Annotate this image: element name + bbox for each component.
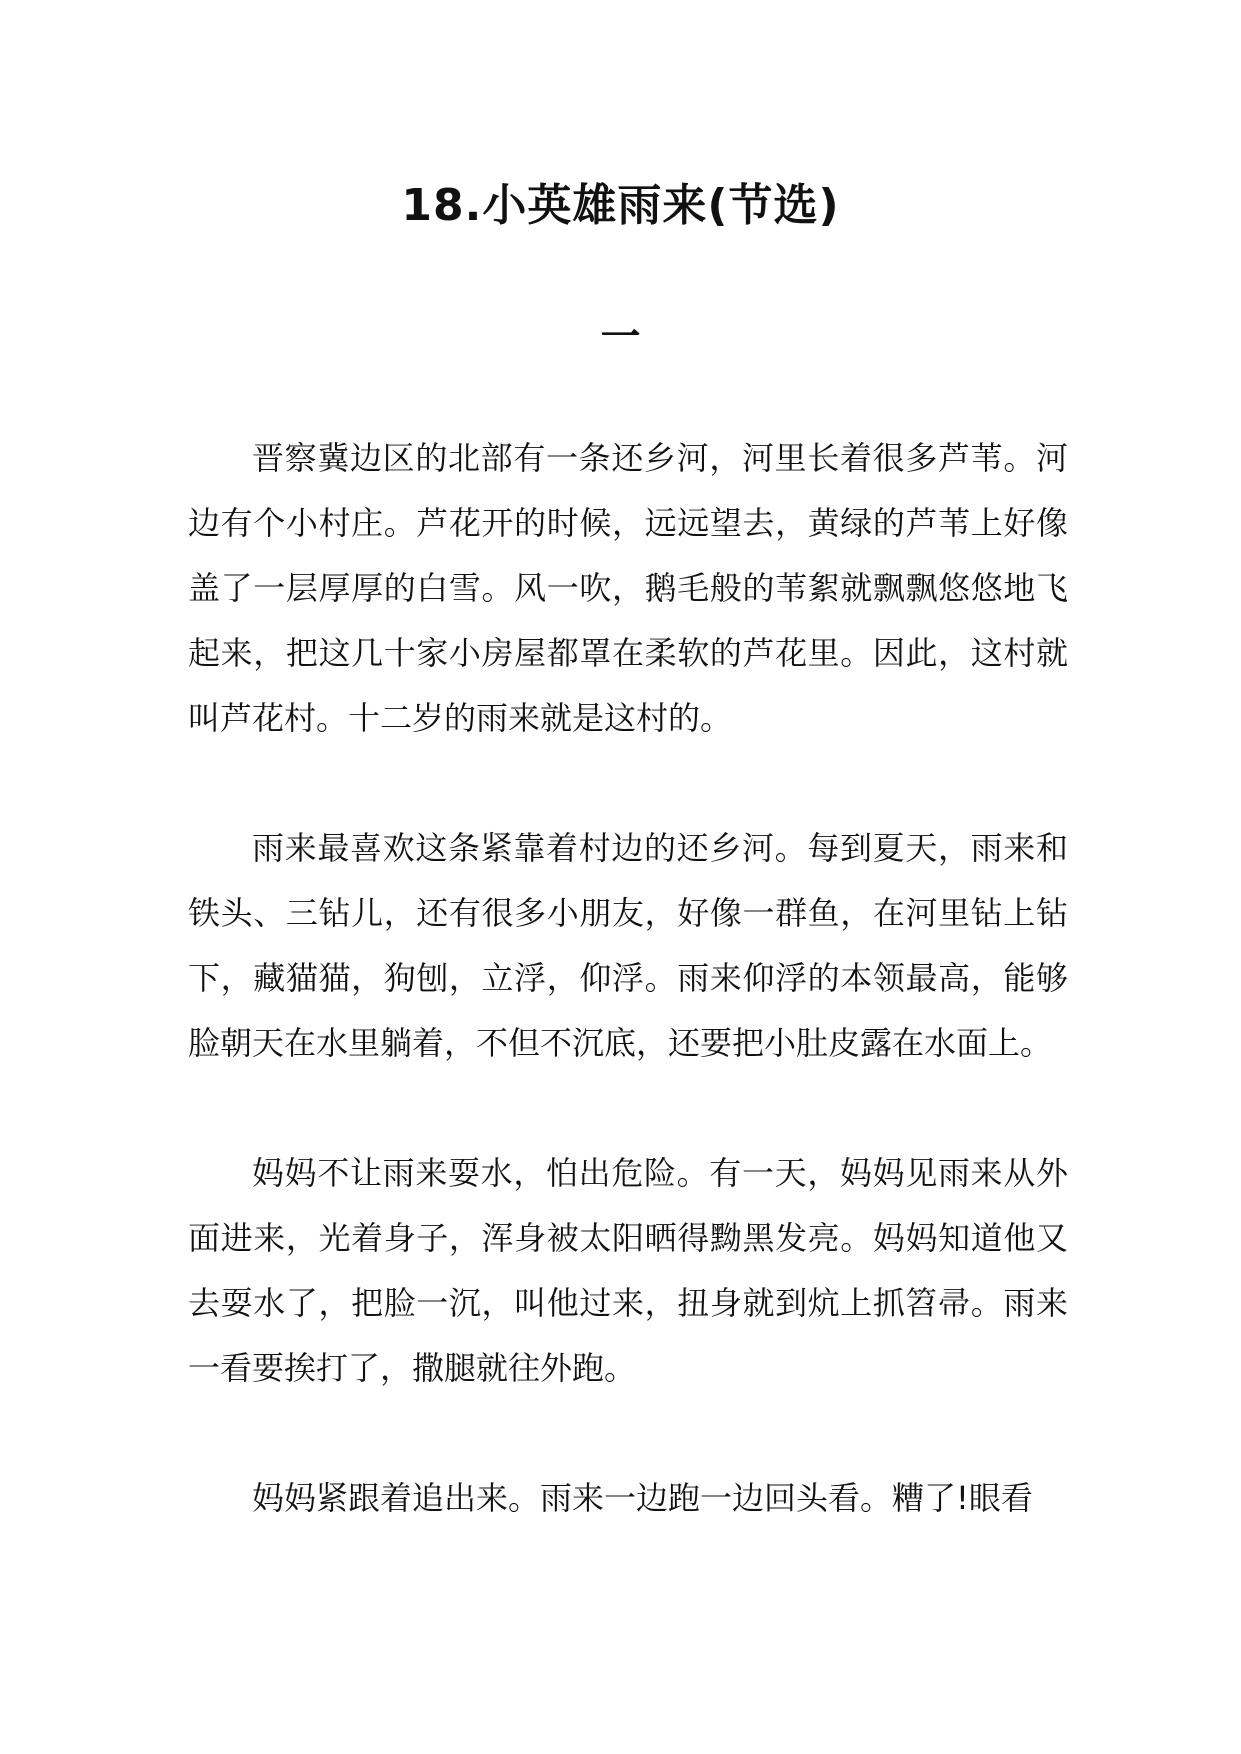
section-marker: 一 xyxy=(600,314,641,360)
paragraph: 妈妈不让雨来耍水，怕出危险。有一天，妈妈见雨来从外面进来，光着身子，浑身被太阳晒得黝黑发亮。妈妈知道他又去耍水了，把脸一沉，叫他过来，扭身就到炕上抓笤帚。雨来一看要挨打了，撒腿就往外跑。 xyxy=(188,1154,1068,1387)
document-body xyxy=(188,426,1068,1596)
document-title: 18.小英雄雨来(节选) xyxy=(401,180,840,231)
paragraph: 雨来最喜欢这条紧靠着村边的还乡河。每到夏天，雨来和铁头、三钻儿，还有很多小朋友，好像一群鱼，在河里钻上钻下，藏猫猫，狗刨，立浮，仰浮。雨来仰浮的本领最高，能够脸朝天在水里躺着，不但不沉底，还要把小肚皮露在水面上。 xyxy=(188,829,1068,1062)
paragraph: 晋察冀边区的北部有一条还乡河，河里长着很多芦苇。河边有个小村庄。芦花开的时候，远远望去，黄绿的芦苇上好像盖了一层厚厚的白雪。风一吹，鹅毛般的苇絮就飘飘悠悠地飞起来，把这几十家小房屋都罩在柔软的芦花里。因此，这村就叫芦花村。十二岁的雨来就是这村的。 xyxy=(188,439,1068,737)
paragraph: 妈妈紧跟着追出来。雨来一边跑一边回头看。糟了!眼看 xyxy=(252,1479,1033,1517)
